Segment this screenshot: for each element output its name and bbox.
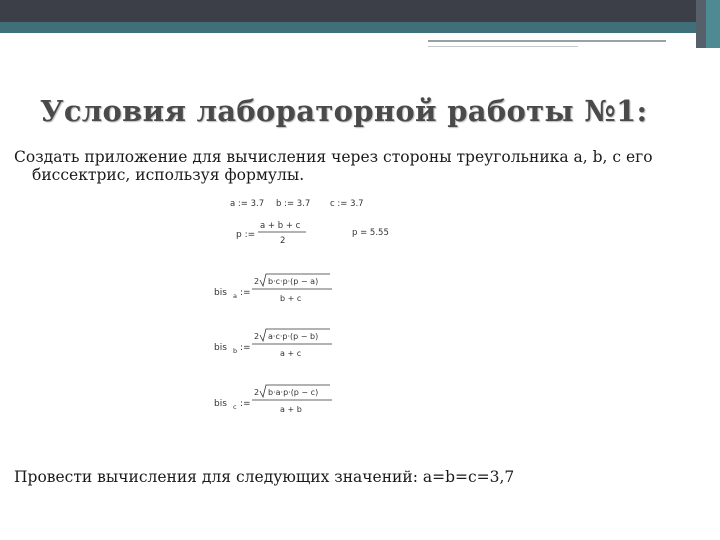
formula-bis-a-two: 2 (254, 277, 260, 286)
formula-block (200, 192, 400, 426)
formula-bis-c-two: 2 (254, 388, 260, 397)
formula-bis-c-sub: c (233, 403, 237, 411)
formula-p-denominator: 2 (280, 236, 286, 246)
task-description (14, 148, 714, 184)
formula-bis-b-sub: b (233, 347, 238, 355)
formula-bis-a-denominator: b + c (280, 294, 302, 303)
formula-assign-b: b := 3.7 (276, 199, 311, 209)
header-bar-dark (0, 0, 720, 22)
header-corner-accent (706, 0, 720, 48)
formula-bis-b-op: := (240, 343, 251, 353)
formula-bis-b-denominator: a + c (280, 349, 302, 358)
formula-bis-a-op: := (240, 288, 251, 298)
formula-bis-c-radicand: b·a·p·(p − c) (268, 388, 319, 397)
formula-image (200, 192, 400, 422)
formula-bis-b-label: bis (214, 343, 227, 353)
formula-p-result: p = 5.55 (352, 228, 389, 238)
decorative-line (428, 40, 666, 42)
formula-bis-a-radicand: b·c·p·(p − a) (268, 277, 319, 286)
formula-bis-c-label: bis (214, 399, 227, 409)
compute-instruction: Провести вычисления для следующих значений: a=b=c=3,7 (14, 468, 515, 486)
formula-bis-b-two: 2 (254, 332, 260, 341)
header-bar-teal (0, 22, 720, 33)
task-line-1: Создать приложение для вычисления через стороны треугольника a, b, c его (14, 148, 653, 166)
formula-p-numerator: a + b + c (260, 221, 301, 231)
formula-bis-b-radicand: a·c·p·(p − b) (268, 332, 319, 341)
slide-title: Условия лабораторной работы №1: (40, 94, 648, 128)
formula-bis-a-sub: a (233, 292, 237, 300)
formula-assign-c: c := 3.7 (330, 199, 364, 209)
formula-bis-a-label: bis (214, 288, 227, 298)
formula-bis-c-op: := (240, 399, 251, 409)
task-line-2: биссектрис, используя формулы. (32, 166, 305, 184)
formula-p-lhs: p := (236, 230, 256, 240)
formula-assign-a: a := 3.7 (230, 199, 265, 209)
decorative-line-short (428, 46, 578, 47)
formula-bis-c-denominator: a + b (280, 405, 302, 414)
